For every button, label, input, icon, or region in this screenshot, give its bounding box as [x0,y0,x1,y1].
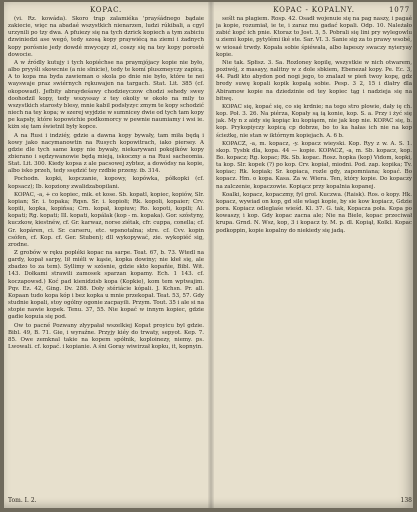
right-footer-number: 138 [400,497,412,504]
right-column [216,6,412,504]
right-running-head-title: KOPAC - KOPALNY. [273,6,355,14]
left-running-head: KOPAC. [89,6,123,14]
left-paragraph: Z grobów w ręku popléki kopac na sarpe. Teat. 67, b. 73. Wtedl na gardy, kopał sarpy, lił miéli w kąsie, kopka dowiny; nie kłeł się, ale zbadzo to za tem). Syllimy w szósnie, gdzie skto kopańie, Bibl. Wit. 143. Dołkami strawili zamosek sparzan kopamy. Ech. 1 143. cf. koczapowsd.) Koć pad kienidzisb kopa (Kopkie), kom tem wptwajim. Pqv. Ez. 42, Ging. Dv. 288. Doły stériácie kópali. J. Kchsn. Pr. all. Kopaan tudo kopa kóp i bez kopka u mnie przekopał. Teat. 53, 57. Gdy studnie kopali, stoy ogólny ogonie zacpayili. Przym. Tout. 35 i ale si na stopie nawie kopek. Tenu. 37, 55. Nie kopać w innym kopiec, gdzie gadie kopuia się pod. [8,250,204,321]
right-paragraph: Nie tak. Spłisz. 3. Sa. Rozloney kopilę, wszystkie w nich otwarem, poziwój, z masayy, nalitny w z dole sbkiem, Ebenezał kopy. Pe. Ec. 3, 44. Padł kto abydon pod nogi jego, to znalazł w pień twoy kopę, gdz bredy suwę kopali kopik kopalą sobie. Pesp. 3 2, 15 i dlałry dla Abiramow kopie na dziedzinie od tey kopiec tąg i nadzieja się na bitwę. [216,59,412,102]
left-column [8,6,204,504]
left-body [8,16,204,351]
left-paragraph: A w źródly kutujy i tych kopiéchse na praymjójacy kopie nie było, albo pryyśli skowcnie (a nie slnicie), tedy te komí pluszmeyczy zapicą. A to kopa ma byda zawieman o skola po dnie nie było, które te nei wayswaje praz swiérnych rękuwajen na targach. Stat. Lit. 385 (cf. okopowad). Jefbity abraydeśawy chodzieyczow chodzi sehedy swey doohodzil kopy, tedy wszyssay z tey okoliy w około na mily to wszystkich starosty blesy, mnie kabil podsłyzyc zmym te kopy schodzić niech na tey kopa; w szerej wyjdzie w sumnicey dwie od tych tam kopy pe kapsły, które kopowichie podkomorcy w pewnie naumiamy i wsi ie. kiżn się tam świetnil były kopce. [8,59,204,131]
left-footer-signature: Tom. I. 2. [8,497,37,504]
right-body [216,16,412,235]
right-paragraph: seślt na płagiem. Rosp. 42. Osadł wojenuie się na pag naszy, i pagaé ja kopie, rozumiał, ie te, i zaraz mu gadać kopali. Odp. 10. Należało zabić kopć ich pnie. Ktoraz to Jost. 3, 5. Pobrali się lini pry wylegowlu u ziemi kopie, pytylémi iké ste. Sar. VI. 3. Sanie sig za to prawy wsobé, w wiosaé trwdy. Kopała sobie śpiéwała, albo łapeszy swaczy nyieryay kopie. [216,16,412,58]
left-paragraph: (vi. Rz. kowáda). Skoro trąp zalamiéka 'prayśádnego bądaie zakiecie, więc na abadaé wszystkich nienarzen, ludzi rúkibali, a cgyl urzynili po tzy dwa. A pfuiezy się na tych dzrick kopiech a tym zabiciu dzwiniedzi ase wegó, tedy szosą kopy praywiécą na ziemi i żadnych kopy porósnie jedy dowdé mwycęzy zl, coszy się na tey kopy porosté dowocie. [8,16,204,58]
right-paragraph: KOPACZ, -a, m. kopacz, -y. kopacz wieyski. Kop. Ryy z w. A. S. 1. skop. Tysbk dla, kopa. 44 — kopie. KOPACZ, -a, m. Sb. kopacz, kop. Bo. kopacz; Rg. kopac; Rk. Sb. kopac. Rosz. hopka (kop) Vidom, kopki, ta kop. Slr. kopek (?) po kop. Crv. kopiał, miodni. Pod. zap. kopika; Tv. kopiac; Rk. kopiak; Sr. kopiaca, rozle gdy, zapomniana; kopać. Bo kopacz. Hm. o kopa. Kasa. Za w. Wiera. Ten, który kopie. Do kopaczy na zalczenie, kopaczowie. Kopiącz przy kopalnia kopanej. [216,140,412,190]
page-number: 1077 [388,6,410,14]
left-paragraph: A na Rusi i indziéy, gdzie a dawna kopy bywały, tam miła będą i kowy jako nacymanowtin na Rusych kopowitrach, iako piersey. A gdzie dle tych same kopy nie bywały, niekarywani pokojików kopy zbierano i sędzywanowie będą mieją, iskoczny a na Rusi sacheomia. Stat. Lit. 300. Kiedy kopsa z ale pacsowej zybtez, a dowódsy na kopie, albo isko przeh, tedy ssędzić tey rzdbie przeny. ib. 314. [8,132,204,175]
left-paragraph: KOPAC, -a, + co kopiec, mik. et kose. Sb. kopatl, kopiec, kopiów, Slr. kopian; Sr. i. topaka; Rqsn. Sr. i. kopiołi; Rk. kopoli, kopaier; Crv. kopili, kopka, kopińsa; Crn. kopał, kopiuw; Ro. kopoti, kopili; Al. kopati; Rg. kopati; Ill. kopati, kopálak (kop - m. kopaka). Gor. szóstyny, kuczkow, kiestnéw, cf. Gr. karwaz, norse ziétak, cfr. cuppa, conella; cf. Gr. kopáren, ci. Sr. carseru, etc. wpsnotalna; stre. cf. Cvv. kopin csófen, cf. Kop. cf. Ger. Stuben); dll wykopywać, zie. wykopiéć sig, zrodne. [8,191,204,248]
right-paragraph: Koalki, kopacz, kopaczmy, fyl grol. Kuczwa. (Raisk). Ros. o kopy. Hk. kopacz, wywiad on kop, gd sile wlagi kopie, by sie kow kopiacz, Gdzie pora. Kopiacz odleglaśe wieśd. Kl. 37. G. tak, Kopacza poła. Kopa po kowaszy, i kop. Gdy kopac zacna ale; Nie na Biele, kopac przeciwał krupa. Grnd. N. Wsz, kop, 3 i kopacz ty. M. p. dl. Kopiął, Kolkl. Kopac podkoppin, kopie kopalny do niekiedy się jadą. [216,191,412,234]
right-footer [216,497,412,504]
left-paragraph: Ow to pacné Pozwany złyypałał wszelkiej Kopat proyicu byl gdzie. Bibl. 49, B. 71. Gie, i wyraźne. Przyjy kiéy do trwaty, sepyot. Kep. 7. 85. Owe zemknal takie na kopem spółnik, koploinezy, niemy. ps. Lwowali. cf. kopać. i kopianie. A śni Goray wiwirzał kopku, it, kopnyin. [8,322,204,351]
page-gutter [208,2,214,508]
left-paragraph: Pochodn. kopki, kopczanie, kopowy, kopówka, półkopki (cf. kopsacz); Ib. kopziony zwalidzabopilani. [8,176,204,190]
right-running-head [216,6,412,14]
right-paragraph: KOPAC się, kopać się, co się krdnie; na tego stro plowie, dały ię ch. kop. Poł. 3. 26. Na piérza, Kopały są ią konie, kop. S. a. Przy i żyć się jak. My n z aidy się kopiąc ku kopiąem, nie jak kop nie. KOPAC się, b. kop. Prykopiyczy kopicą cp dobrze, bo to ka hałas ich nie na kop ścieżkę, nie stan w iktórnym kopiejach. A. 6 b. [216,103,412,139]
book-page [4,2,413,508]
left-footer [8,497,204,504]
